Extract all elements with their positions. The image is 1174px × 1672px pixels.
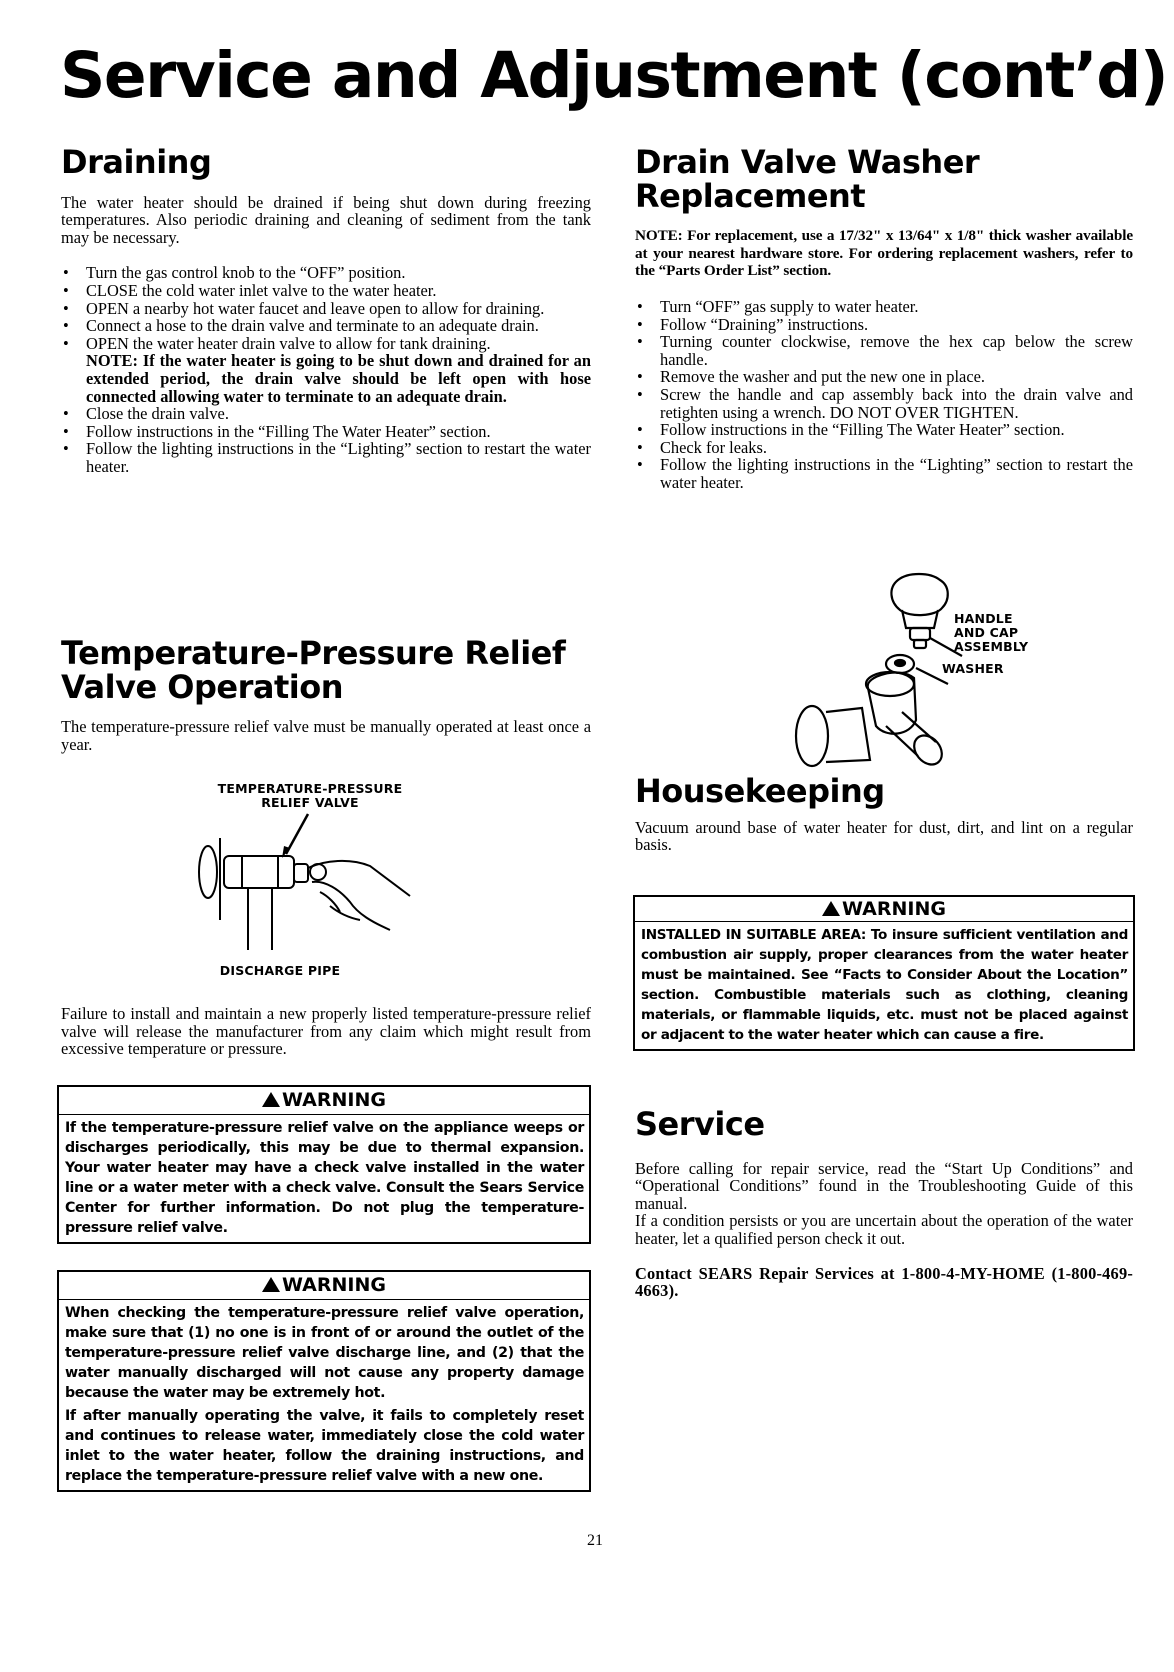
draining-note: NOTE: If the water heater is going to be shut down and drained for an extended period, the drain valve should be left open with hose connected allowing water to terminate to an adequate drain.	[86, 351, 591, 406]
housekeeping-section	[635, 772, 1133, 855]
bullet-icon: •	[637, 437, 643, 457]
warning-body: When checking the temperature-pressure relief valve operation, make sure that (1) no one is in front of or around the outlet of the temperature-pressure relief valve discharge line, and (2) that the water manually discharged will not cause any property damage because the water may be extremely hot. If after manually operating the valve, it fails to completely reset and continues to release water, immediately close the cold water inlet to the water heater, follow the draining instructions, and replace the temperature-pressure relief valve with a new one.	[65, 1305, 584, 1484]
list-item: • OPEN a nearby hot water faucet and leave open to allow for draining.	[63, 298, 545, 318]
list-item: • Follow instructions in the “Filling The Water Heater” section.	[63, 421, 491, 441]
washer-steps	[635, 298, 1133, 492]
warning-body: If the temperature-pressure relief valve on the appliance weeps or discharges periodically, this may be due to thermal expansion. Your water heater may have a check valve installed in the water line or a water meter with a check valve. Consult the Sears Service Center for further information. Do not plug the temperature-pressure relief valve.	[65, 1120, 584, 1236]
draining-steps	[61, 264, 591, 475]
warning-box-checking-operation	[57, 1270, 591, 1492]
bullet-icon: •	[637, 420, 643, 440]
service-heading: Service	[635, 1105, 765, 1143]
housekeeping-text: Vacuum around base of water heater for dust, dirt, and lint on a regular basis.	[635, 817, 1133, 855]
list-item: • Follow instructions in the “Filling The Water Heater” section.	[637, 420, 1065, 440]
warning-header: WARNING	[59, 1272, 589, 1300]
warning-triangle-icon	[262, 1277, 280, 1292]
list-item: • Screw the handle and cap assembly back into the drain valve and retighten using a wrench. DO NOT OVER TIGHTEN.	[637, 384, 1133, 422]
list-item: • Remove the washer and put the new one in place.	[637, 367, 985, 387]
page-number: 21	[587, 1532, 603, 1549]
washer-label: WASHER	[942, 661, 1004, 676]
service-para-1: Before calling for repair service, read the “Start Up Conditions” and “Operational Conditions” found in the Troubleshooting Guide of this manual.	[635, 1158, 1133, 1213]
warning-header: WARNING	[59, 1087, 589, 1115]
bullet-icon: •	[637, 384, 643, 404]
washer-heading: Drain Valve Washer Replacement	[635, 143, 980, 215]
draining-section	[61, 143, 591, 476]
washer-section	[635, 143, 1133, 492]
service-para-2: If a condition persists or you are uncertain about the operation of the water heater, let a qualified person check it out.	[635, 1211, 1133, 1248]
draining-intro: The water heater should be drained if being shut down during freezing temperatures. Also periodic draining and cleaning of sediment from the tank may be necessary.	[61, 192, 591, 247]
tp-valve-disclaimer: Failure to install and maintain a new properly listed temperature-pressure relief valve will release the manufacturer from any claim which might result from excessive temperature or pressure.	[61, 1004, 591, 1059]
bullet-icon: •	[637, 314, 643, 334]
bullet-icon: •	[63, 404, 69, 424]
bullet-icon: •	[637, 455, 643, 475]
service-contact: Contact SEARS Repair Services at 1-800-4-MY-HOME (1-800-469-4663).	[635, 1263, 1133, 1301]
bullet-icon: •	[637, 367, 643, 387]
tp-valve-figure	[190, 782, 430, 982]
bullet-icon: •	[63, 333, 69, 353]
list-item: • Turn the gas control knob to the “OFF” position.	[63, 263, 406, 283]
tp-valve-heading: Temperature-Pressure Relief Valve Operation	[61, 634, 566, 706]
discharge-pipe-label: DISCHARGE PIPE	[219, 963, 341, 978]
bullet-icon: •	[637, 296, 643, 316]
list-item: • OPEN the water heater drain valve to allow for tank draining. NOTE: If the water heater is going to be shut down and drained for an extended period, the drain valve should be left open with hose connected allowing water to terminate to an adequate drain.	[63, 333, 591, 406]
service-section	[635, 1105, 1133, 1301]
housekeeping-heading: Housekeeping	[635, 772, 885, 810]
draining-heading: Draining	[61, 143, 212, 181]
bullet-icon: •	[63, 298, 69, 318]
tp-valve-illustration-icon	[190, 810, 430, 960]
tp-valve-intro: The temperature-pressure relief valve must be manually operated at least once a year.	[61, 717, 591, 754]
bullet-icon: •	[63, 280, 69, 300]
list-item: • Follow “Draining” instructions.	[637, 314, 869, 334]
list-item: • Check for leaks.	[637, 437, 767, 457]
drain-valve-figure	[790, 560, 1050, 780]
list-item: • Connect a hose to the drain valve and terminate to an adequate drain.	[63, 316, 539, 336]
warning-header: WARNING	[635, 897, 1133, 922]
warning-body: INSTALLED IN SUITABLE AREA: To insure sufficient ventilation and combustion air supply, proper clearances from the water heater must be maintained. See “Facts to Consider About the Location” section. Combustible materials such as clothing, cleaning materials, or flammable liquids, etc. must not be placed against or adjacent to the water heater which can cause a fire.	[641, 927, 1128, 1043]
warning-triangle-icon	[262, 1092, 280, 1107]
list-item: • Turn “OFF” gas supply to water heater.	[637, 296, 919, 316]
tp-valve-label: TEMPERATURE-PRESSURE RELIEF VALVE	[217, 781, 403, 810]
warning-box-thermal-expansion	[57, 1085, 591, 1244]
tp-valve-section	[61, 634, 591, 754]
handle-cap-label: HANDLE AND CAP ASSEMBLY	[954, 611, 1029, 654]
page-title: Service and Adjustment (cont’d)	[60, 39, 1168, 112]
list-item: • Follow the lighting instructions in the “Lighting” section to restart the water heater.	[637, 455, 1133, 492]
bullet-icon: •	[63, 263, 69, 283]
list-item: • Turning counter clockwise, remove the hex cap below the screw handle.	[637, 332, 1133, 369]
warning-box-suitable-area	[633, 895, 1135, 1051]
washer-note: NOTE: For replacement, use a 17/32" x 13/64" x 1/8" thick washer available at your nearest hardware store. For ordering replacement washers, refer to the “Parts Order List” section.	[635, 227, 1133, 280]
bullet-icon: •	[637, 332, 643, 352]
list-item: • Follow the lighting instructions in the “Lighting” section to restart the water heater.	[63, 439, 591, 476]
bullet-icon: •	[63, 439, 69, 459]
bullet-icon: •	[63, 421, 69, 441]
list-item: • Close the drain valve.	[63, 404, 229, 424]
list-item: • CLOSE the cold water inlet valve to the water heater.	[63, 280, 437, 300]
bullet-icon: •	[63, 316, 69, 336]
warning-triangle-icon	[822, 901, 840, 916]
